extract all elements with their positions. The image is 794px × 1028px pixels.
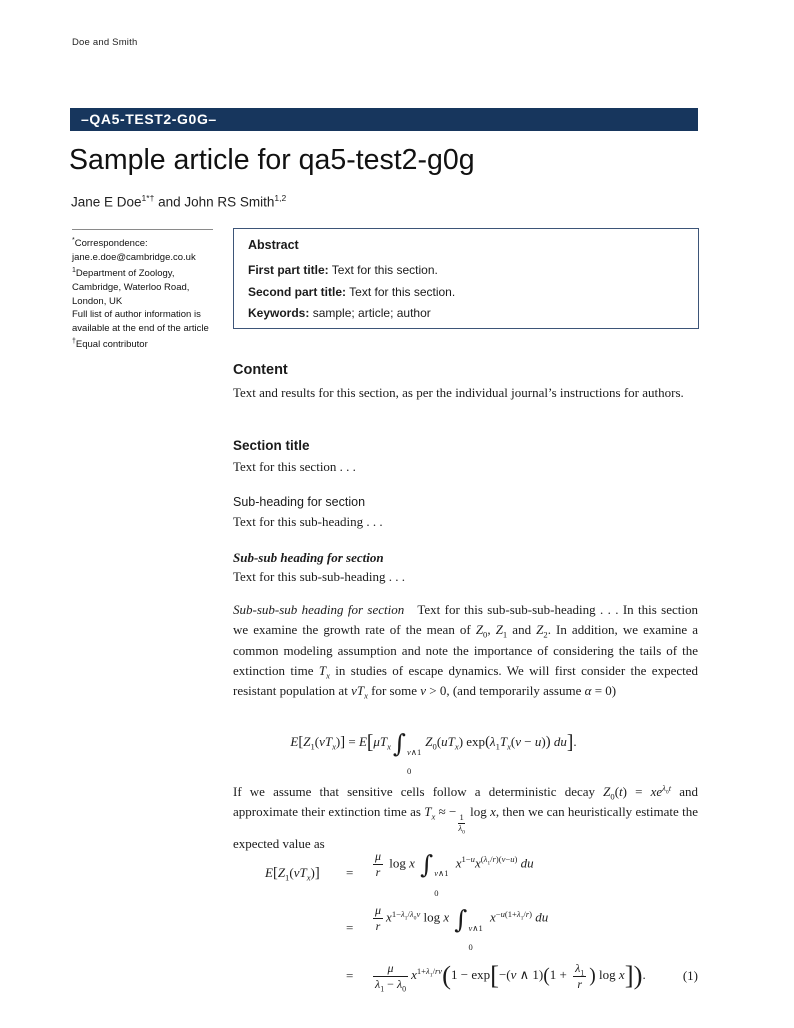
- keywords-label: Keywords:: [248, 306, 310, 320]
- eqnarray-row: [233, 958, 698, 994]
- abstract-item: [248, 260, 684, 282]
- correspondence-note: [72, 229, 213, 352]
- equation-lhs: $E[Z_1(vT_x)]$: [265, 864, 320, 883]
- eqnarray-row: [233, 903, 698, 951]
- after-equation-paragraph: If we assume that sensitive cells follow a deterministic decay $Z_0(t) = xe^{\lambda_0t}$ and approximate their extinction time as $T_x$ ≈ − $\frac{1}{\lambda_0}$ log x, then we can heuristically estimate the expected value as: [233, 782, 698, 851]
- abstract-heading: Abstract: [248, 238, 299, 252]
- content-heading: Content: [233, 362, 288, 378]
- abstract-item-label: Second part title:: [248, 284, 347, 299]
- abstract-item-text: Text for this section.: [331, 263, 438, 277]
- article-title: Sample article for qa5-test2-g0g: [69, 144, 475, 176]
- equation-relation: =: [346, 865, 354, 881]
- display-equation: [233, 729, 698, 775]
- sub-heading: Sub-heading for section: [233, 495, 366, 509]
- author-line: Jane E Doe$^{1*\dagger}$ and John RS Smith$^{1,2}$: [71, 193, 287, 210]
- equation-number: (1): [682, 967, 698, 983]
- affiliation-line: Cambridge, Waterloo Road,: [72, 282, 190, 294]
- article-type-banner: [70, 108, 698, 131]
- author-info-line: Full list of author information is: [72, 309, 201, 321]
- correspondence-line: *Correspondence:: [72, 237, 148, 250]
- subsubsub-paragraph: Sub-sub-sub heading for section Text for this sub-sub-sub-heading . . . In this section we examine the growth rate of the mean of $Z_0$, $Z_1$ and $Z_2$. In addition, we examine a common modeling assumption and note the importance of considering the tails of the extinction time $T_x$ in studies of escape dynamics. We will first consider the expected resistant population at $vT_x$ for some v > 0, (and temporarily assume α = 0): [233, 602, 698, 701]
- subsub-heading-text: Text for this sub-sub-heading . . .: [233, 569, 406, 584]
- equation-rhs: $\frac{\mu}{r}$ log x ∫ v∧1 0 $x^{1-u}x^{(\lambda_1/r)(v-u)}$ du: [375, 849, 534, 898]
- affiliation-line: London, UK: [72, 295, 123, 307]
- abstract-item-label: First part title:: [248, 263, 329, 277]
- banner-label: –QA5-TEST2-G0G–: [81, 111, 217, 127]
- content-paragraph: Text and results for this section, as per the individual journal’s instructions for authors.: [233, 385, 684, 400]
- equation-relation: =: [346, 967, 354, 983]
- equation-rhs: $\frac{\mu}{\lambda_1 - \lambda_0}$ $x^{1+\lambda_1/rv}(1 - \exp[-(v$ ∧ 1)(1 + $\frac{\lambda_1}{r}$ ) log x]).: [375, 960, 646, 994]
- equal-contributor-line: †Equal contributor: [72, 338, 148, 351]
- equation-body: $E[Z_1(vT_x)] = E[\mu T_x\int$ v∧1 0 $Z_0(uT_x) \exp(\lambda_1T_x(v - u))$ du].: [290, 728, 577, 776]
- abstract-box: [233, 228, 699, 329]
- section-heading: Section title: [233, 438, 310, 453]
- equation-rhs: $\frac{\mu}{r}$ $x^{1-\lambda_1/\lambda_0v}$ log x ∫ v∧1 0 $x^{-u(1+\lambda_1/r)}$ du: [375, 903, 549, 953]
- subsub-heading: Sub-sub heading for section: [233, 550, 384, 565]
- author-info-line: available at the end of the article: [72, 322, 209, 334]
- sub-heading-text: Text for this sub-heading . . .: [233, 514, 383, 529]
- correspondence-email: jane.e.doe@cambridge.co.uk: [72, 251, 196, 263]
- abstract-item-text: Text for this section.: [349, 284, 456, 299]
- running-head: Doe and Smith: [72, 37, 138, 48]
- keywords-text: sample; article; author: [312, 306, 431, 320]
- affiliation-line: $^1$Department of Zoology,: [72, 267, 175, 280]
- equation-relation: =: [346, 919, 354, 935]
- abstract-item: [248, 303, 684, 325]
- eqnarray-equation-1: [233, 849, 698, 1000]
- eqnarray-row: [233, 849, 698, 897]
- abstract-item: [248, 282, 684, 304]
- section-text: Text for this section . . .: [233, 459, 356, 474]
